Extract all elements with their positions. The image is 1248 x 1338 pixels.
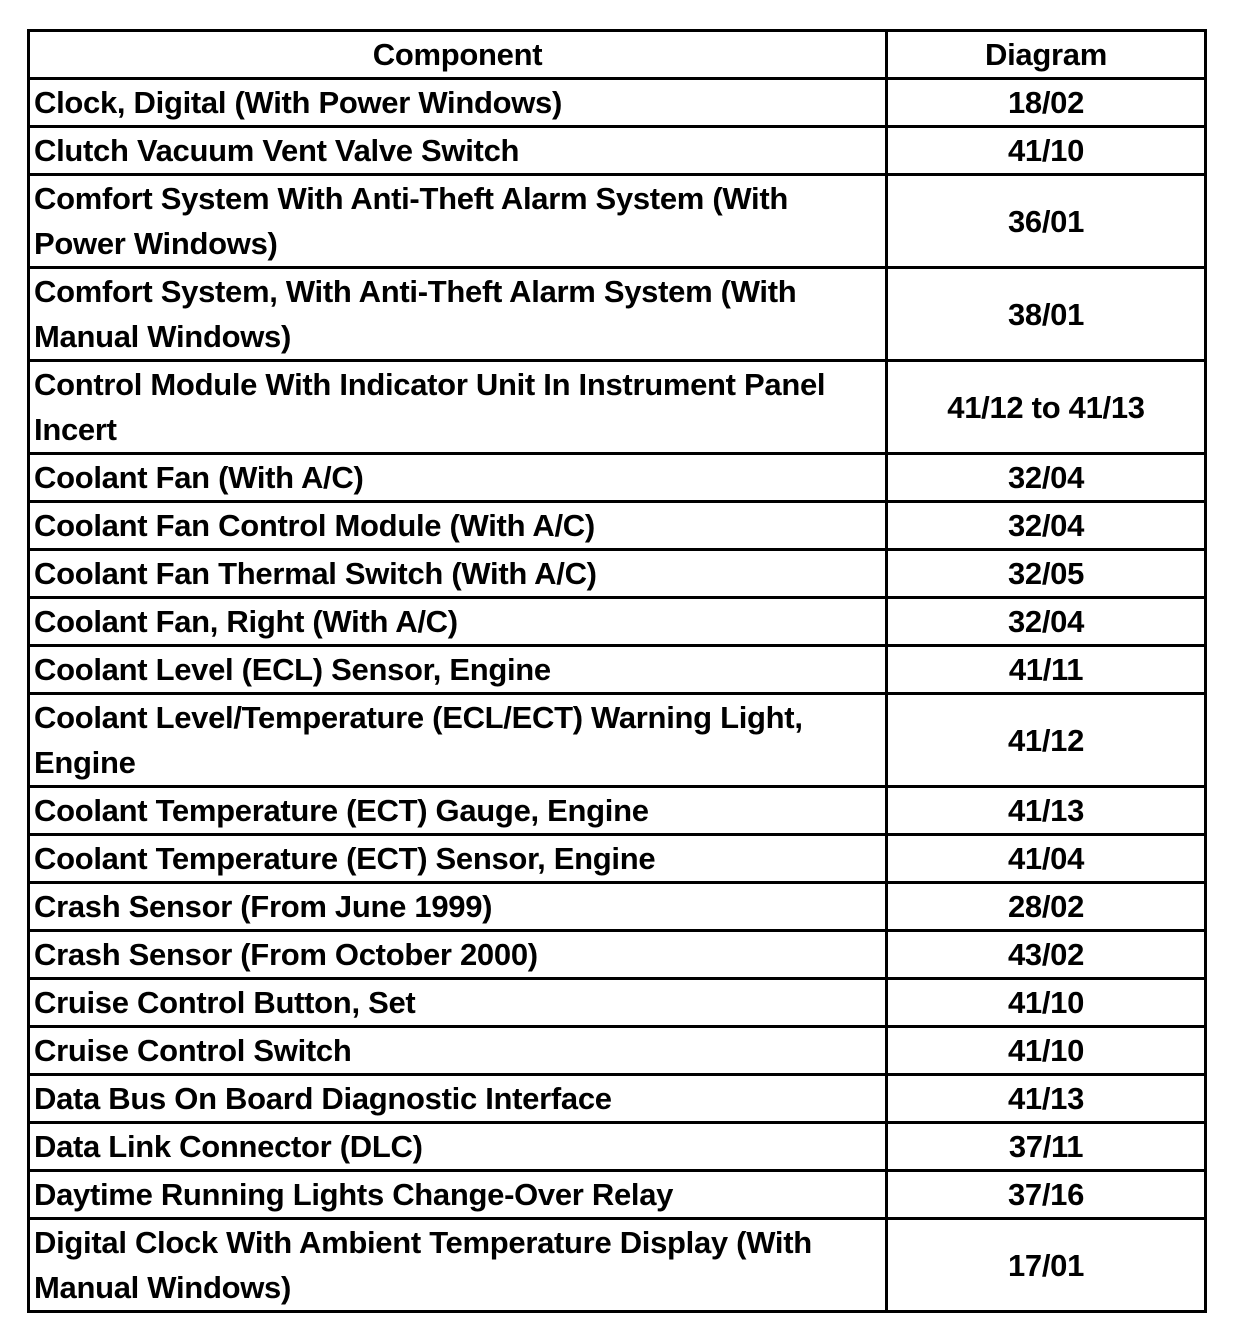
component-cell: Clock, Digital (With Power Windows) (29, 79, 887, 127)
component-cell: Coolant Temperature (ECT) Sensor, Engine (29, 835, 887, 883)
table-row (29, 127, 1206, 175)
diagram-cell: 37/16 (887, 1171, 1206, 1219)
diagram-cell: 37/11 (887, 1123, 1206, 1171)
component-cell: Comfort System, With Anti-Theft Alarm System (With Manual Windows) (29, 268, 887, 361)
table-row (29, 835, 1206, 883)
diagram-cell: 41/13 (887, 1075, 1206, 1123)
diagram-cell: 43/02 (887, 931, 1206, 979)
component-cell: Coolant Level/Temperature (ECL/ECT) Warning Light, Engine (29, 694, 887, 787)
diagram-cell: 41/13 (887, 787, 1206, 835)
header-component: Component (29, 31, 887, 79)
diagram-cell: 41/12 (887, 694, 1206, 787)
header-row (29, 31, 1206, 79)
diagram-cell: 41/10 (887, 979, 1206, 1027)
diagram-cell: 32/04 (887, 598, 1206, 646)
table-row (29, 646, 1206, 694)
component-cell: Coolant Fan Control Module (With A/C) (29, 502, 887, 550)
component-cell: Coolant Fan Thermal Switch (With A/C) (29, 550, 887, 598)
component-cell: Clutch Vacuum Vent Valve Switch (29, 127, 887, 175)
diagram-cell: 28/02 (887, 883, 1206, 931)
table-row (29, 502, 1206, 550)
component-cell: Data Bus On Board Diagnostic Interface (29, 1075, 887, 1123)
diagram-cell: 32/05 (887, 550, 1206, 598)
table-row (29, 1027, 1206, 1075)
table-row (29, 787, 1206, 835)
component-cell: Coolant Fan (With A/C) (29, 454, 887, 502)
diagram-cell: 41/11 (887, 646, 1206, 694)
table-body (29, 79, 1206, 1312)
component-cell: Crash Sensor (From June 1999) (29, 883, 887, 931)
component-cell: Crash Sensor (From October 2000) (29, 931, 887, 979)
component-cell: Cruise Control Button, Set (29, 979, 887, 1027)
component-cell: Coolant Fan, Right (With A/C) (29, 598, 887, 646)
diagram-cell: 41/12 to 41/13 (887, 361, 1206, 454)
component-cell: Data Link Connector (DLC) (29, 1123, 887, 1171)
diagram-cell: 32/04 (887, 454, 1206, 502)
diagram-cell: 17/01 (887, 1219, 1206, 1312)
table-row (29, 79, 1206, 127)
table-row (29, 175, 1206, 268)
diagram-cell: 18/02 (887, 79, 1206, 127)
table-row (29, 931, 1206, 979)
table-row (29, 883, 1206, 931)
table-row (29, 454, 1206, 502)
table-row (29, 550, 1206, 598)
table-row (29, 1075, 1206, 1123)
diagram-cell: 41/04 (887, 835, 1206, 883)
component-diagram-table (27, 29, 1207, 1313)
diagram-cell: 36/01 (887, 175, 1206, 268)
table-row (29, 1123, 1206, 1171)
component-cell: Comfort System With Anti-Theft Alarm System (With Power Windows) (29, 175, 887, 268)
component-index-sheet (27, 29, 1204, 1313)
table-row (29, 598, 1206, 646)
component-cell: Daytime Running Lights Change-Over Relay (29, 1171, 887, 1219)
component-cell: Control Module With Indicator Unit In Instrument Panel Incert (29, 361, 887, 454)
header-diagram: Diagram (887, 31, 1206, 79)
table-row (29, 979, 1206, 1027)
diagram-cell: 41/10 (887, 1027, 1206, 1075)
table-row (29, 694, 1206, 787)
component-cell: Cruise Control Switch (29, 1027, 887, 1075)
table-header (29, 31, 1206, 79)
component-cell: Coolant Level (ECL) Sensor, Engine (29, 646, 887, 694)
diagram-cell: 32/04 (887, 502, 1206, 550)
table-row (29, 1219, 1206, 1312)
table-row (29, 1171, 1206, 1219)
table-row (29, 268, 1206, 361)
diagram-cell: 38/01 (887, 268, 1206, 361)
diagram-cell: 41/10 (887, 127, 1206, 175)
table-row (29, 361, 1206, 454)
component-cell: Coolant Temperature (ECT) Gauge, Engine (29, 787, 887, 835)
component-cell: Digital Clock With Ambient Temperature Display (With Manual Windows) (29, 1219, 887, 1312)
